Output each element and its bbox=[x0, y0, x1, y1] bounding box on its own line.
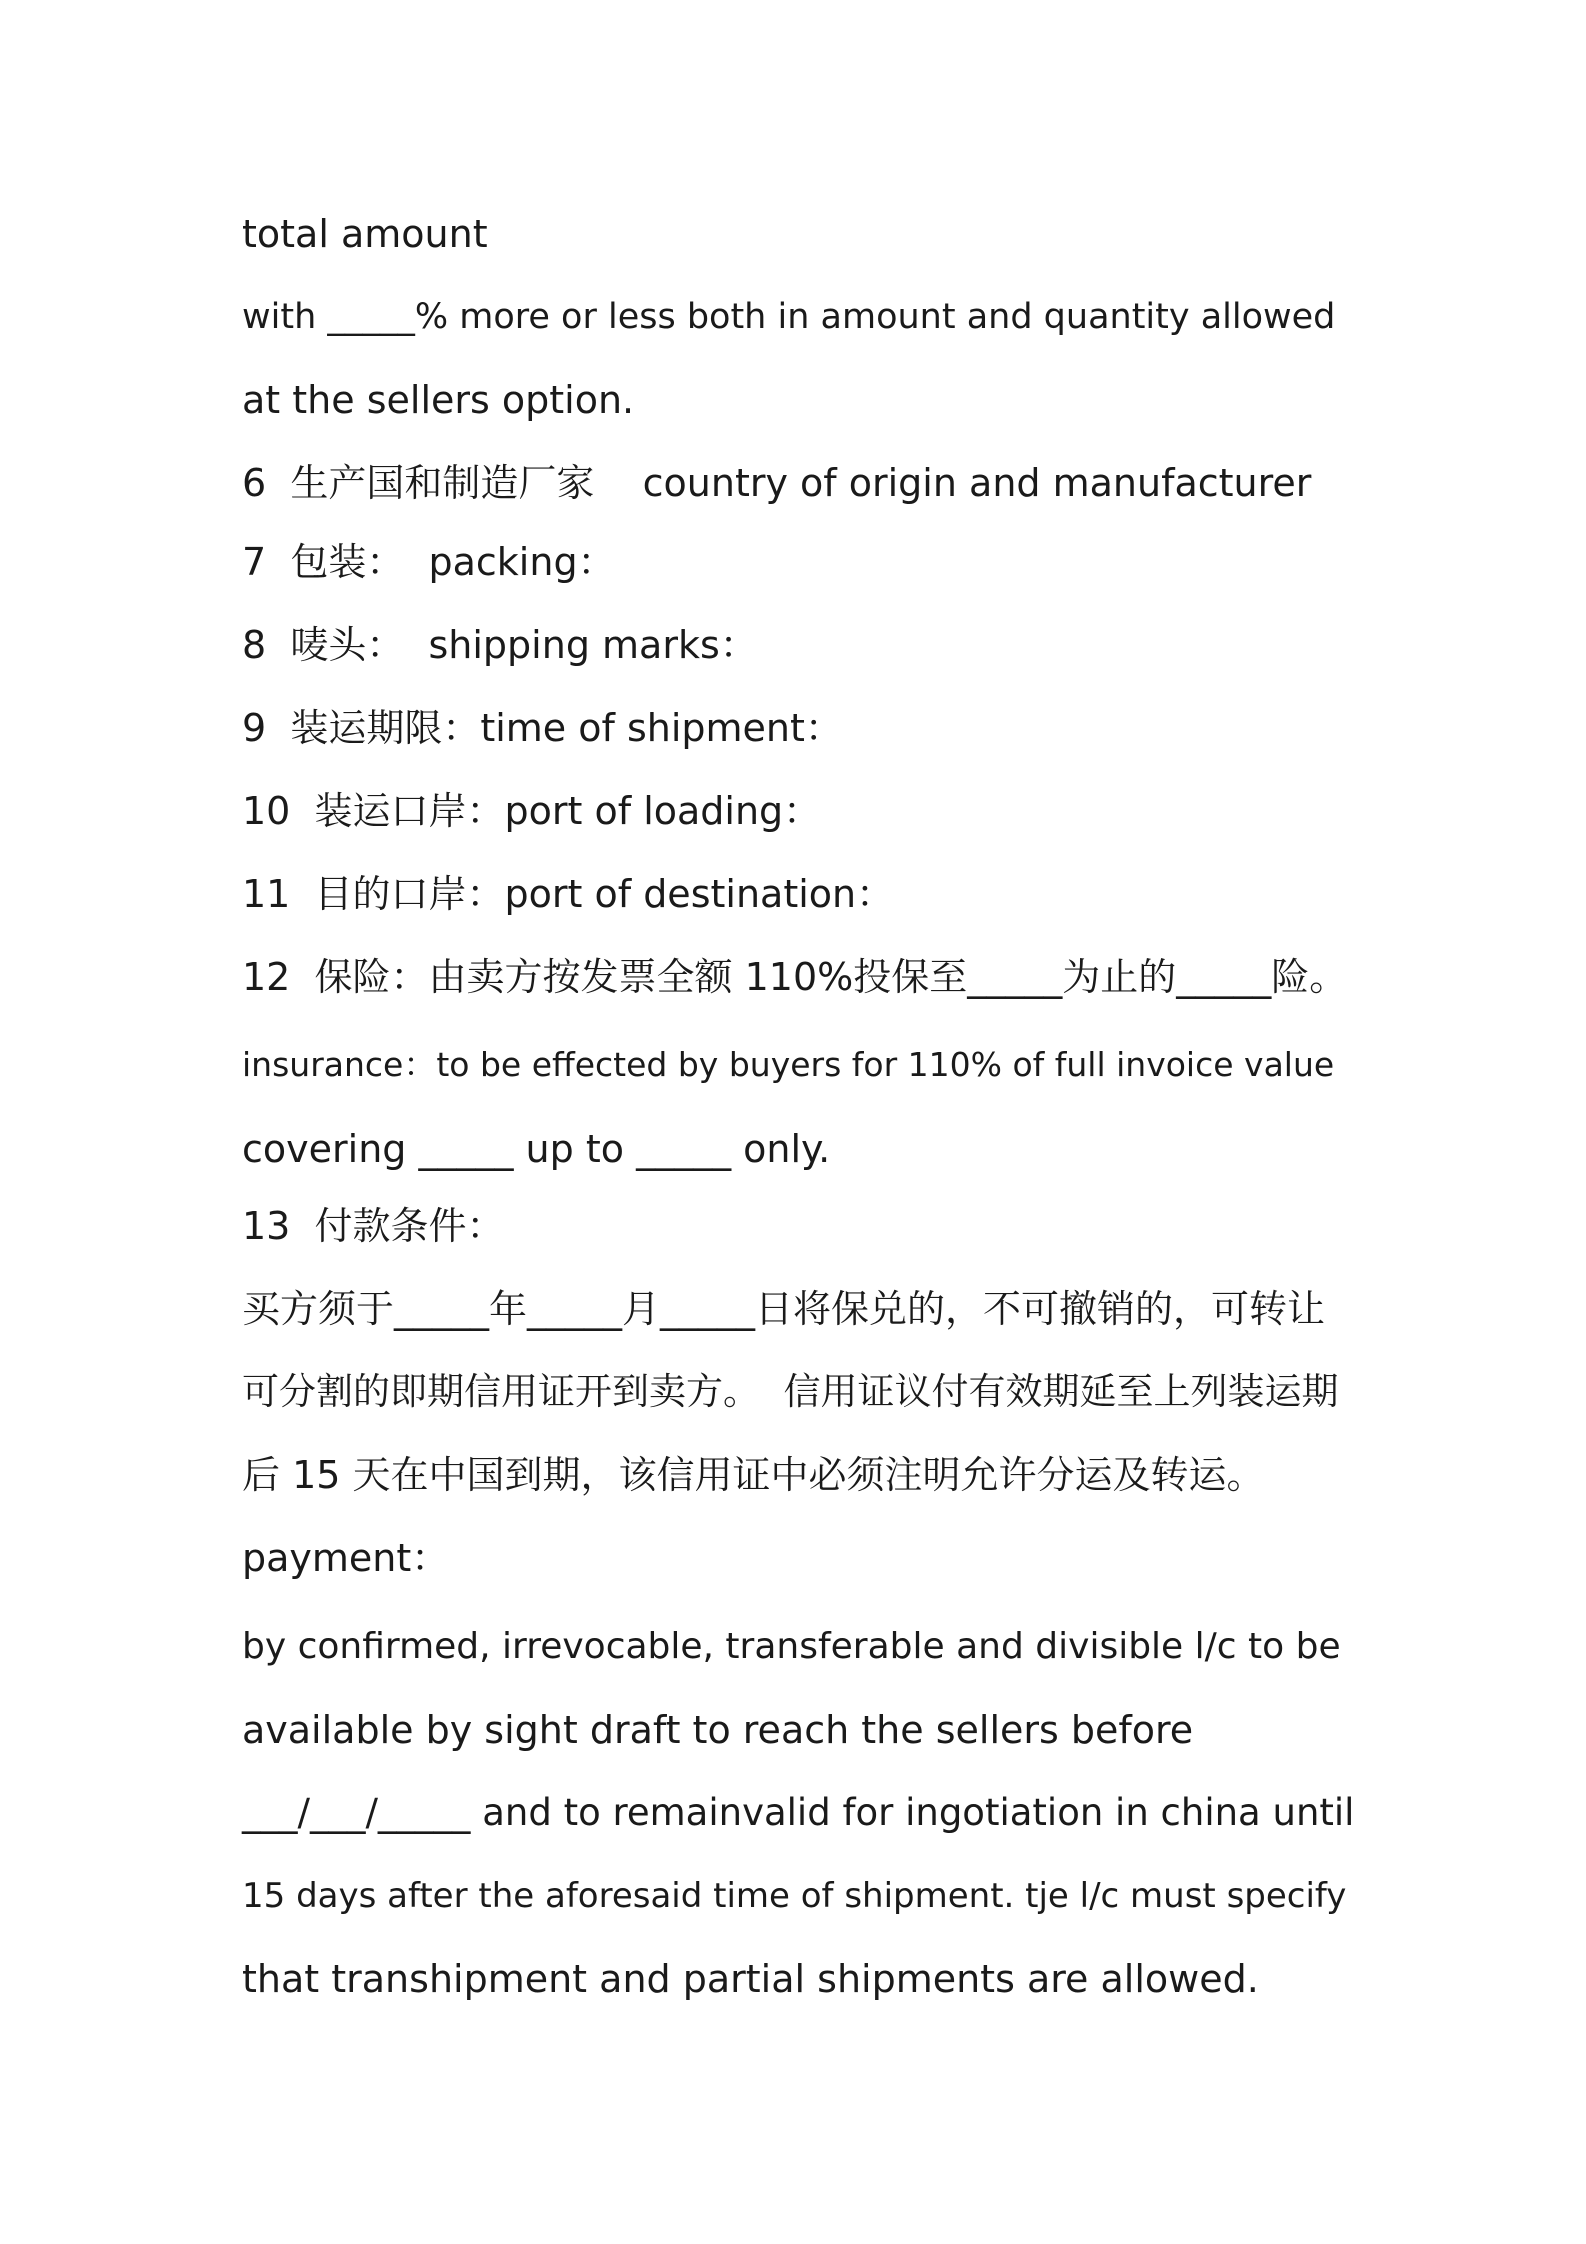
text-line-payment-cn-2: 可分割的即期信用证开到卖方。 信用证议付有效期延至上列装运期 bbox=[242, 1370, 1339, 1413]
text-line-payment-en-1: by confirmed, irrevocable, transferable and divisible l/c to be bbox=[242, 1626, 1341, 1667]
text-line-item-12-insurance-cn: 12 保险：由卖方按发票全额 110%投保至_____为止的_____险。 bbox=[242, 955, 1348, 999]
text-line-item-7-packing: 7 包装： packing： bbox=[242, 540, 616, 584]
text-line-item-9-time-of-shipment: 9 装运期限：time of shipment： bbox=[242, 706, 843, 750]
text-line-total-amount: total amount bbox=[242, 212, 488, 256]
text-line-quantity-allowance: with _____% more or less both in amount and quantity allowed bbox=[242, 297, 1336, 337]
text-line-item-13-payment-terms: 13 付款条件： bbox=[242, 1204, 505, 1248]
text-line-payment-en-4: 15 days after the aforesaid time of shipment. tje l/c must specify bbox=[242, 1876, 1347, 1916]
text-line-payment-en-2: available by sight draft to reach the sellers before bbox=[242, 1708, 1194, 1752]
text-line-payment-en-3: ___/___/_____ and to remainvalid for ingotiation in china until bbox=[242, 1791, 1355, 1834]
text-line-insurance-en: insurance：to be effected by buyers for 110% of full invoice value bbox=[242, 1045, 1335, 1084]
text-line-payment-cn-1: 买方须于_____年_____月_____日将保兑的，不可撤销的，可转让 bbox=[242, 1287, 1326, 1331]
text-line-item-8-shipping-marks: 8 唛头： shipping marks： bbox=[242, 623, 758, 667]
text-line-item-10-port-of-loading: 10 装运口岸：port of loading： bbox=[242, 789, 822, 833]
text-line-payment-en-5: that transhipment and partial shipments are allowed. bbox=[242, 1957, 1259, 2001]
text-line-insurance-covering: covering _____ up to _____ only. bbox=[242, 1127, 831, 1171]
text-line-item-11-port-of-destination: 11 目的口岸：port of destination： bbox=[242, 872, 895, 916]
text-line-payment-cn-3: 后 15 天在中国到期，该信用证中必须注明允许分运及转运。 bbox=[242, 1453, 1265, 1497]
text-line-payment-label: payment： bbox=[242, 1536, 450, 1580]
text-line-sellers-option: at the sellers option. bbox=[242, 378, 635, 422]
text-line-item-6-origin: 6 生产国和制造厂家 country of origin and manufacturer bbox=[242, 461, 1312, 505]
